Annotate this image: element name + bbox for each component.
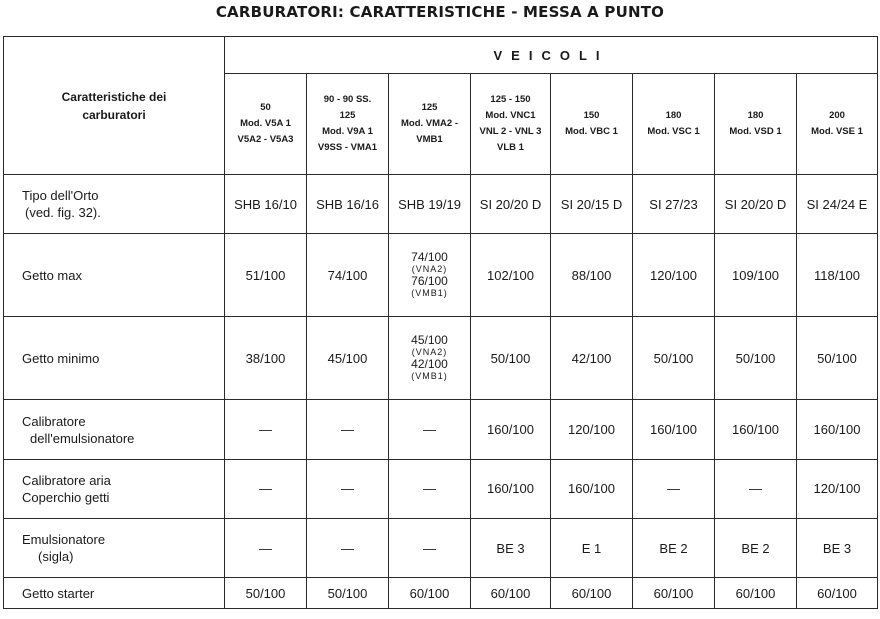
row-label-line: Getto minimo — [22, 350, 100, 366]
table-cell-multi — [389, 234, 471, 317]
table-cell: 50/100 — [797, 317, 878, 400]
table-cell: 102/100 — [471, 234, 551, 317]
table-cell: SI 20/20 D — [471, 175, 551, 234]
vehicle-header-line: V5A2 - V5A3 — [237, 134, 294, 145]
vehicle-header-line: Mod. VSC 1 — [647, 126, 700, 137]
table-cell: SHB 16/16 — [307, 175, 389, 234]
table-cell: BE 3 — [797, 519, 878, 578]
table-cell: 120/100 — [633, 234, 715, 317]
cell-line: 74/100 — [411, 250, 448, 265]
vehicle-header-3 — [389, 74, 471, 175]
table-cell: — — [307, 519, 389, 578]
table-cell: BE 2 — [633, 519, 715, 578]
row-label — [4, 234, 225, 317]
vehicle-header-line: 50 — [260, 102, 271, 113]
table-cell: 50/100 — [471, 317, 551, 400]
row-label — [4, 519, 225, 578]
vehicle-header-line: 150 — [583, 110, 600, 121]
table-cell-multi — [389, 317, 471, 400]
header-row-group — [4, 37, 878, 74]
table-cell: 45/100 — [307, 317, 389, 400]
table-cell: SI 27/23 — [633, 175, 715, 234]
table-cell: 160/100 — [715, 400, 797, 459]
row-label — [4, 578, 225, 609]
table-row — [4, 234, 878, 317]
row-label-line: (ved. fig. 32). — [25, 205, 101, 221]
row-label — [4, 459, 225, 518]
table-cell: 60/100 — [797, 578, 878, 609]
vehicle-header-line: Mod. V9A 1 — [322, 126, 373, 137]
table-cell: BE 2 — [715, 519, 797, 578]
row-label-line: Emulsionatore — [22, 532, 106, 548]
table-cell: SI 24/24 E — [797, 175, 878, 234]
table-cell: — — [225, 519, 307, 578]
table-cell: 51/100 — [225, 234, 307, 317]
row-label-line: Coperchio getti — [22, 489, 110, 505]
table-cell: SHB 19/19 — [389, 175, 471, 234]
vehicles-group-header: VEICOLI — [225, 37, 878, 74]
cell-line: 76/100 — [411, 274, 448, 289]
table-cell: 50/100 — [715, 317, 797, 400]
table-cell: — — [225, 459, 307, 518]
cell-line-note: (VMB1) — [411, 371, 448, 382]
table-cell: 60/100 — [715, 578, 797, 609]
table-cell: 50/100 — [307, 578, 389, 609]
vehicle-header-line: V9SS - VMA1 — [317, 142, 378, 153]
vehicle-header-line: 180 — [665, 110, 682, 121]
table-cell: SI 20/20 D — [715, 175, 797, 234]
table-cell: 160/100 — [797, 400, 878, 459]
carburetor-spec-table — [3, 36, 878, 609]
vehicle-header-line: Mod. VNC1 — [485, 110, 536, 121]
table-row — [4, 400, 878, 459]
row-label-header-line-1: Caratteristiche dei — [61, 89, 167, 104]
row-label-header — [4, 37, 225, 175]
table-cell: BE 3 — [471, 519, 551, 578]
table-cell: 120/100 — [551, 400, 633, 459]
row-label-line: Tipo dell'Orto — [22, 188, 99, 204]
table-cell: 88/100 — [551, 234, 633, 317]
row-label — [4, 400, 225, 459]
row-label-line: Calibratore — [22, 413, 86, 429]
table-cell: E 1 — [551, 519, 633, 578]
vehicle-header-line: Mod. VMA2 - — [401, 118, 458, 129]
vehicle-header-line: 90 - 90 SS. — [323, 94, 372, 105]
table-row — [4, 578, 878, 609]
vehicle-header-line: Mod. VBC 1 — [565, 126, 618, 137]
table-cell: 60/100 — [471, 578, 551, 609]
vehicle-header-1 — [225, 74, 307, 175]
table-cell: — — [389, 400, 471, 459]
vehicle-header-4 — [471, 74, 551, 175]
vehicle-header-line: 125 — [421, 102, 438, 113]
page-title: CARBURATORI: CARATTERISTICHE - MESSA A PUNTO — [215, 3, 665, 21]
vehicle-header-line: VNL 2 - VNL 3 — [479, 126, 542, 137]
cell-line: 45/100 — [411, 333, 448, 348]
row-label-line: dell'emulsionatore — [30, 430, 135, 446]
table-cell: 50/100 — [225, 578, 307, 609]
table-cell: SI 20/15 D — [551, 175, 633, 234]
table-cell: 50/100 — [633, 317, 715, 400]
table-cell: 60/100 — [389, 578, 471, 609]
table-cell: — — [389, 519, 471, 578]
table-row — [4, 317, 878, 400]
table-cell: 160/100 — [633, 400, 715, 459]
table-cell: — — [225, 400, 307, 459]
vehicle-header-line: VMB1 — [416, 134, 443, 145]
table-cell: 38/100 — [225, 317, 307, 400]
table-cell: 74/100 — [307, 234, 389, 317]
table-cell: — — [307, 459, 389, 518]
table-row — [4, 459, 878, 518]
table-cell: — — [715, 459, 797, 518]
table-cell: 60/100 — [633, 578, 715, 609]
row-label-line: (sigla) — [38, 549, 74, 565]
row-label-header-line-2: carburatori — [82, 107, 146, 122]
table-cell: 160/100 — [551, 459, 633, 518]
table-cell: — — [307, 400, 389, 459]
table-cell: 120/100 — [797, 459, 878, 518]
vehicle-header-line: Mod. VSE 1 — [811, 126, 863, 137]
vehicle-header-line: VLB 1 — [497, 142, 524, 153]
vehicle-header-6 — [633, 74, 715, 175]
vehicle-header-line: Mod. VSD 1 — [729, 126, 782, 137]
table-cell: 160/100 — [471, 400, 551, 459]
vehicle-header-line: 125 - 150 — [490, 94, 531, 105]
table-row — [4, 519, 878, 578]
cell-line-note: (VNA2) — [411, 347, 448, 358]
row-label-line: Calibratore aria — [22, 472, 111, 488]
table-cell: SHB 16/10 — [225, 175, 307, 234]
vehicle-header-7 — [715, 74, 797, 175]
table-cell: 42/100 — [551, 317, 633, 400]
vehicle-header-line: 200 — [829, 110, 845, 121]
vehicle-header-2 — [307, 74, 389, 175]
vehicle-header-5 — [551, 74, 633, 175]
table-cell: 109/100 — [715, 234, 797, 317]
vehicle-header-line: 180 — [747, 110, 764, 121]
cell-line-note: (VNA2) — [411, 264, 448, 275]
table-row — [4, 175, 878, 234]
row-label-line: Getto max — [22, 267, 82, 283]
row-label — [4, 175, 225, 234]
vehicle-header-line: 125 — [339, 110, 356, 121]
cell-line-note: (VMB1) — [411, 288, 448, 299]
table-cell: — — [389, 459, 471, 518]
table-cell: 60/100 — [551, 578, 633, 609]
vehicle-header-line: Mod. V5A 1 — [240, 118, 291, 129]
row-label — [4, 317, 225, 400]
table-cell: 160/100 — [471, 459, 551, 518]
table-cell: — — [633, 459, 715, 518]
cell-line: 42/100 — [411, 357, 448, 372]
row-label-line: Getto starter — [22, 585, 95, 601]
table-cell: 118/100 — [797, 234, 878, 317]
vehicle-header-8 — [797, 74, 878, 175]
